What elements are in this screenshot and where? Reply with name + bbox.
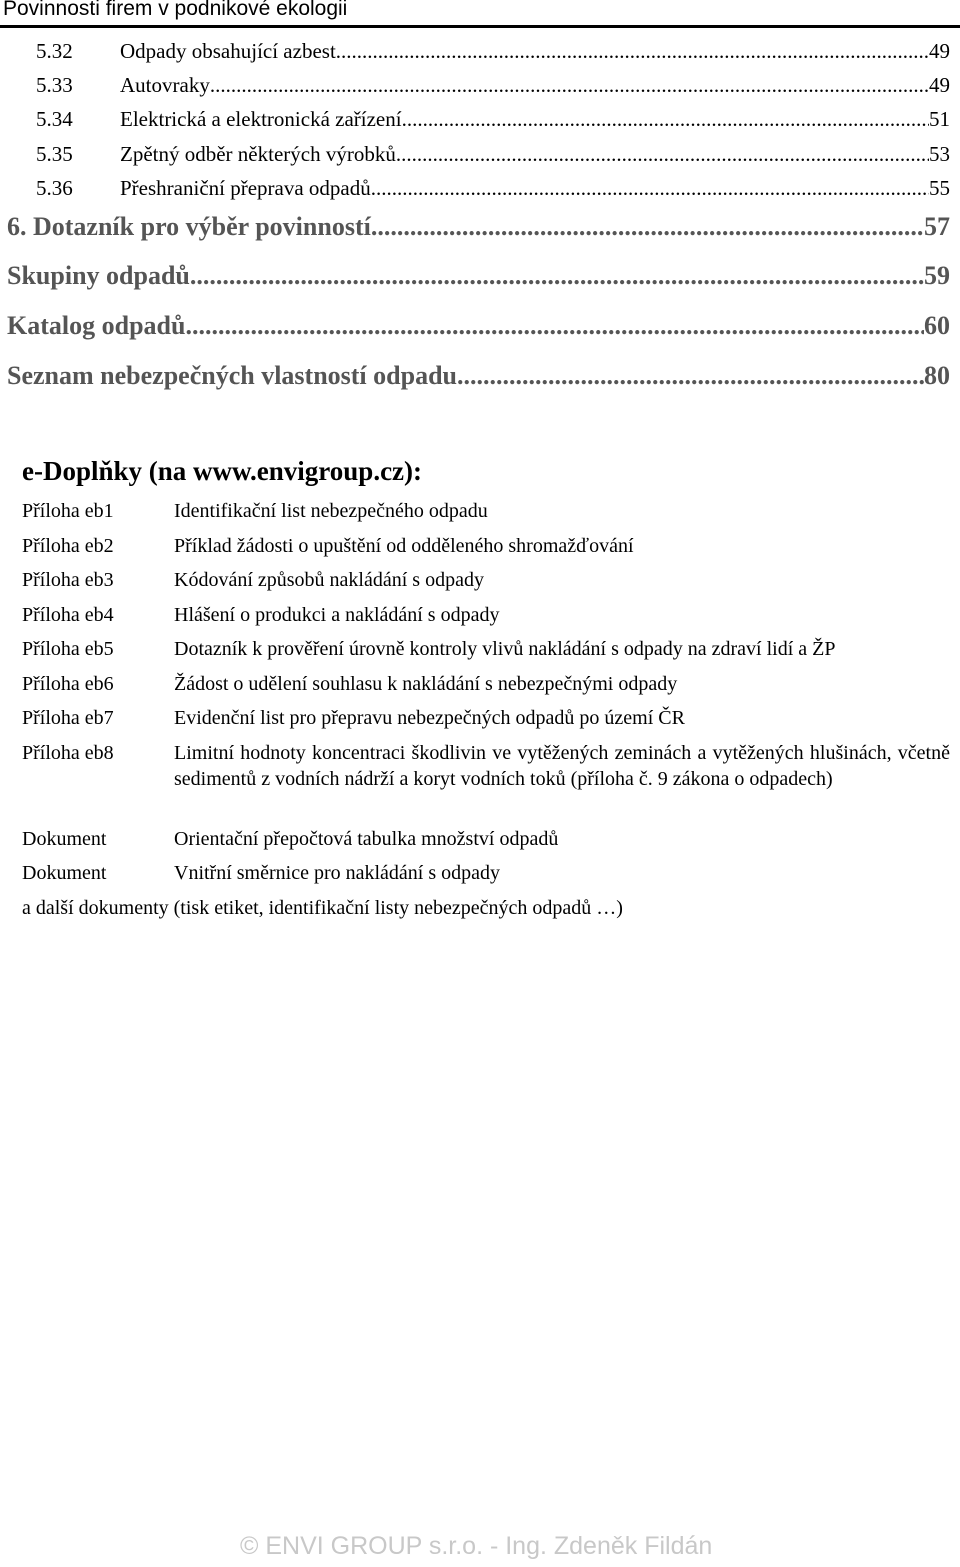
- toc-leader: [190, 258, 924, 294]
- supplements-heading: e-Doplňky (na www.envigroup.cz):: [22, 456, 423, 486]
- toc-leader: [185, 308, 924, 344]
- toc-entry[interactable]: [36, 174, 950, 202]
- attachment-description: Orientační přepočtová tabulka množství odpadů: [174, 828, 559, 850]
- attachment-description: Příklad žádosti o upuštění od odděleného shromažďování: [174, 535, 634, 557]
- toc-main-entry[interactable]: [7, 308, 950, 344]
- toc-main-entry[interactable]: [7, 258, 950, 294]
- toc-title: Zpětný odběr některých výrobků: [120, 142, 396, 166]
- toc-title: Přeshraniční přeprava odpadů: [120, 176, 371, 200]
- toc-page: 55: [929, 176, 950, 200]
- toc-entry[interactable]: [36, 105, 950, 133]
- attachment-description: Evidenční list pro přepravu nebezpečných odpadů po území ČR: [174, 707, 685, 729]
- toc-page: 57: [924, 212, 950, 241]
- toc-page: 80: [924, 361, 950, 390]
- toc-main-entry[interactable]: [7, 358, 950, 394]
- attachment-description: Identifikační list nebezpečného odpadu: [174, 500, 488, 522]
- footer-copyright: © ENVI GROUP s.r.o. - Ing. Zdeněk Fildán: [240, 1532, 713, 1560]
- attachment-description: Hlášení o produkci a nakládání s odpady: [174, 604, 500, 626]
- attachment-label: Příloha eb4: [22, 604, 114, 626]
- attachment-label: Příloha eb6: [22, 673, 114, 695]
- toc-title: Elektrická a elektronická zařízení: [120, 107, 402, 131]
- attachment-label: Dokument: [22, 828, 107, 850]
- toc-page: 51: [929, 107, 950, 131]
- attachment-description: Dotazník k prověření úrovně kontroly vlivů nakládání s odpady na zdraví lidí a ŽP: [174, 638, 836, 660]
- toc-title: Seznam nebezpečných vlastností odpadu: [7, 361, 457, 390]
- toc-page: 59: [924, 261, 950, 290]
- toc-page: 49: [929, 39, 950, 63]
- attachment-label: Příloha eb7: [22, 707, 114, 729]
- toc-title: Skupiny odpadů: [7, 261, 190, 290]
- attachment-description: Limitní hodnoty koncentraci škodlivin ve vytěžených zeminách a vytěžených hlušinách, včetně sedimentů z vodních nádrží a koryt vodních toků (příloha č. 9 zákona o odpadech): [174, 742, 950, 790]
- toc-title: Katalog odpadů: [7, 311, 186, 340]
- toc-number: 5.34: [36, 107, 73, 131]
- toc-page: 53: [929, 142, 950, 166]
- toc-page: 49: [929, 73, 950, 97]
- toc-entry[interactable]: [36, 140, 950, 168]
- attachment-label: Příloha eb1: [22, 500, 114, 522]
- attachment-label: Příloha eb2: [22, 535, 114, 557]
- toc-page: 60: [924, 311, 950, 340]
- toc-leader: [336, 37, 929, 65]
- toc-entry[interactable]: [36, 71, 950, 99]
- attachment-description: Žádost o udělení souhlasu k nakládání s nebezpečnými odpady: [174, 673, 678, 695]
- toc-number: 5.32: [36, 39, 73, 63]
- toc-number: 5.35: [36, 142, 73, 166]
- toc-leader: [457, 358, 924, 394]
- attachment-description: Vnitřní směrnice pro nakládání s odpady: [174, 862, 501, 884]
- toc-number: 5.33: [36, 73, 73, 97]
- toc-title: Autovraky: [120, 73, 210, 97]
- toc-leader: [371, 209, 924, 245]
- attachment-label: Příloha eb8: [22, 742, 114, 764]
- toc-leader: [371, 174, 929, 202]
- toc-main-entry[interactable]: [7, 209, 950, 245]
- attachment-description: Kódování způsobů nakládání s odpady: [174, 569, 484, 591]
- toc-title: Odpady obsahující azbest: [120, 39, 336, 63]
- toc-entry[interactable]: [36, 37, 950, 65]
- toc-leader: [210, 71, 929, 99]
- toc-number: 5.36: [36, 176, 73, 200]
- toc-leader: [396, 140, 929, 168]
- header-title: Povinnosti firem v podnikové ekologii: [3, 0, 348, 20]
- attachment-label: Příloha eb5: [22, 638, 114, 660]
- toc-leader: [402, 105, 929, 133]
- attachment-label: Příloha eb3: [22, 569, 114, 591]
- attachment-label: Dokument: [22, 862, 107, 884]
- page-header: [0, 0, 960, 28]
- toc-title: 6. Dotazník pro výběr povinností: [7, 212, 371, 241]
- additional-documents-note: a další dokumenty (tisk etiket, identifikační listy nebezpečných odpadů …): [22, 897, 623, 919]
